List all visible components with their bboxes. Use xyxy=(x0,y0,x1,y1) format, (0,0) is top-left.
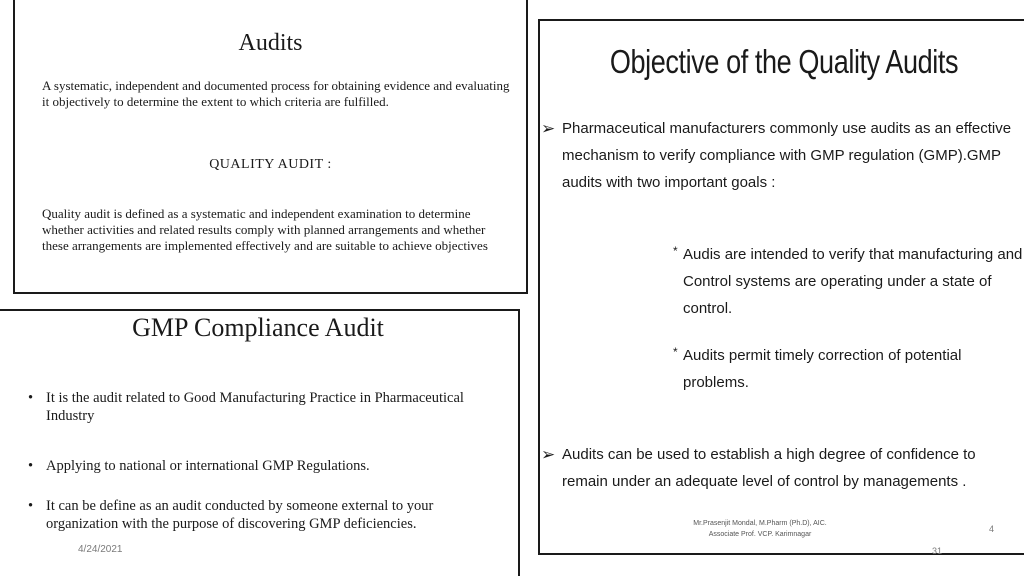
page-number: 4 xyxy=(989,524,995,534)
paragraph-goals xyxy=(541,115,1022,196)
sub-point xyxy=(673,241,1023,322)
footer-affiliation: Associate Prof. VCP. Karimnagar xyxy=(708,531,812,538)
audit-definition: A systematic, independent and documented process for obtaining evidence and evaluating it objectively to determine the extent to which criteria are fulfilled. xyxy=(42,78,510,109)
sub-point-text: Audis are intended to verify that manufacturing and Control systems are operating under a state of control. xyxy=(683,246,1023,317)
slide-footer xyxy=(660,518,860,540)
paragraph-text: Audits can be used to establish a high degree of confidence to remain under an adequate level of control by managements . xyxy=(562,446,976,490)
slide-title: Audits xyxy=(238,30,303,56)
bullet-icon: • xyxy=(28,498,34,514)
slide-gmp-compliance xyxy=(0,309,520,576)
page-number-overlay: 31 xyxy=(932,546,943,556)
slide-date: 4/24/2021 xyxy=(78,544,123,555)
slide-title: GMP Compliance Audit xyxy=(132,313,384,342)
list-item-text: It is the audit related to Good Manufacturing Practice in Pharmaceutical Industry xyxy=(46,390,464,424)
quality-audit-heading: QUALITY AUDIT : xyxy=(209,157,332,172)
list-item xyxy=(18,389,498,425)
slide-audits xyxy=(13,0,528,294)
footer-author: Mr.Prasenjit Mondal, M.Pharm (Ph.D), AIC. xyxy=(693,520,827,527)
list-item xyxy=(18,497,498,533)
list-item-text: Applying to national or international GMP Regulations. xyxy=(46,458,370,474)
star-bullet-icon: * xyxy=(673,244,678,258)
quality-audit-definition: Quality audit is defined as a systematic and independent examination to determine whether activities and related results comply with planned arrangements and whether these arrangements are implemented effectively and are suitable to achieve objectives xyxy=(42,206,488,253)
list-item-text: It can be define as an audit conducted by someone external to your organization with the purpose of discovering GMP deficiencies. xyxy=(46,498,434,532)
arrow-bullet-icon: ➢ xyxy=(541,119,556,138)
paragraph-text: Pharmaceutical manufacturers commonly use audits as an effective mechanism to verify compliance with GMP regulation (GMP).GMP audits with two important goals : xyxy=(562,120,1012,191)
bullet-icon: • xyxy=(28,390,34,406)
slide-title: Objective of the Quality Audits xyxy=(609,43,959,80)
bullet-icon: • xyxy=(28,458,34,474)
list-item xyxy=(18,457,498,475)
paragraph-confidence xyxy=(541,441,1022,495)
sub-point-text: Audits permit timely correction of potential problems. xyxy=(683,347,962,391)
arrow-bullet-icon: ➢ xyxy=(541,445,556,464)
sub-point xyxy=(673,342,1023,396)
star-bullet-icon: * xyxy=(673,345,678,359)
slide-objective xyxy=(538,19,1024,555)
bullet-list xyxy=(18,379,498,533)
